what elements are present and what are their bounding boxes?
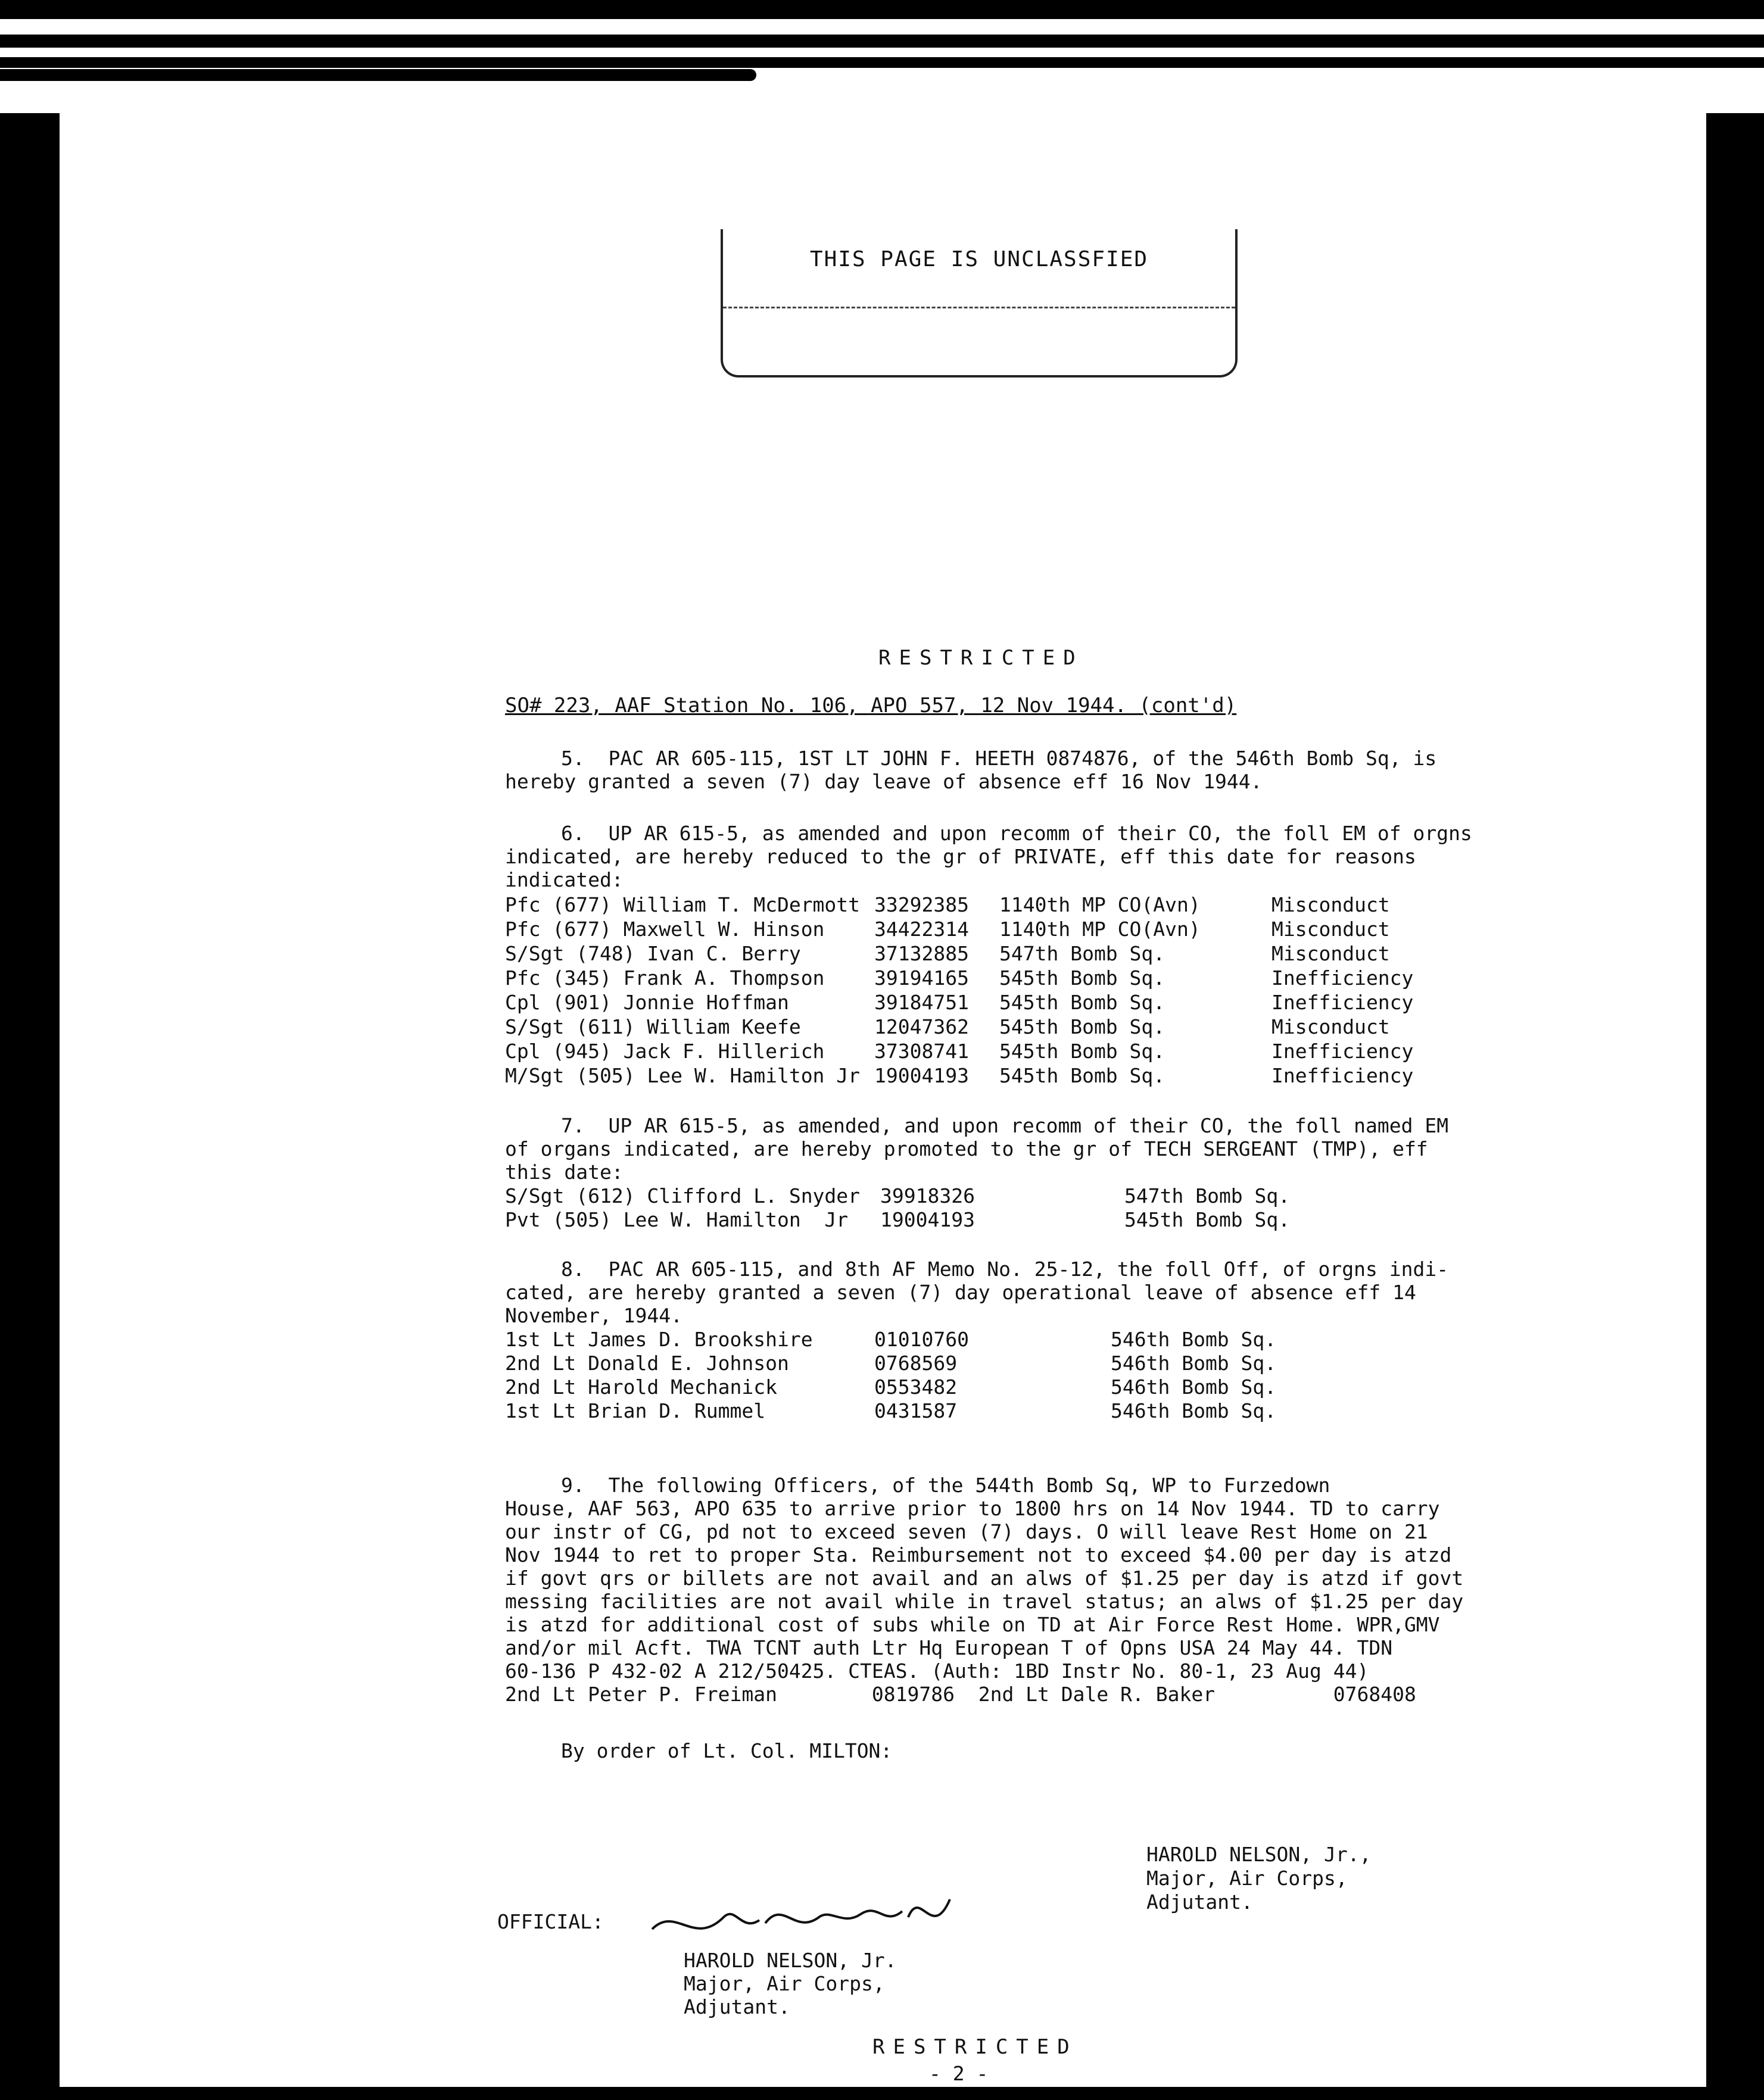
official-label: OFFICIAL: [497, 1910, 604, 1933]
para9-line3: our instr of CG, pd not to exceed seven (7) days. O will leave Rest Home on 21 [505, 1520, 1428, 1543]
classification-stamp [721, 229, 1238, 377]
restricted-footer: RESTRICTED [872, 2035, 1078, 2059]
para6-line1: 6. UP AR 615-5, as amended and upon recomm of their CO, the foll EM of orgns [561, 822, 1472, 845]
para7-serial: 39918326 [880, 1184, 975, 1207]
para6-unit: 547th Bomb Sq. [999, 942, 1165, 965]
para7-line3: this date: [505, 1160, 624, 1184]
para9-line7: is atzd for additional cost of subs while on TD at Air Force Rest Home. WPR,GMV [505, 1613, 1440, 1636]
scan-border-stripe [0, 69, 756, 81]
signature-image [640, 1876, 974, 1953]
para8-line1: 8. PAC AR 605-115, and 8th AF Memo No. 25-12, the foll Off, of orgns indi- [561, 1257, 1449, 1281]
para6-unit: 545th Bomb Sq. [999, 1040, 1165, 1063]
para6-reason: Misconduct [1271, 1015, 1390, 1038]
para6-serial: 37132885 [874, 942, 969, 965]
para8-name: 2nd Lt Donald E. Johnson [505, 1352, 789, 1375]
para8-unit: 546th Bomb Sq. [1111, 1399, 1277, 1422]
official-name: HAROLD NELSON, Jr. [684, 1949, 897, 1972]
para5-line2: hereby granted a seven (7) day leave of absence eff 16 Nov 1944. [505, 770, 1263, 793]
page-number: - 2 - [929, 2062, 989, 2085]
para8-serial: 0768569 [874, 1352, 958, 1375]
para6-serial: 19004193 [874, 1064, 969, 1087]
para6-name: S/Sgt (748) Ivan C. Berry [505, 942, 801, 965]
para8-unit: 546th Bomb Sq. [1111, 1375, 1277, 1399]
para8-name: 1st Lt James D. Brookshire [505, 1328, 813, 1351]
signer-rank: Major, Air Corps, [1146, 1867, 1348, 1890]
para6-name: Pfc (677) William T. McDermott [505, 893, 861, 916]
para9-line2: House, AAF 563, APO 635 to arrive prior to 1800 hrs on 14 Nov 1944. TD to carry [505, 1497, 1440, 1520]
para6-serial: 39184751 [874, 991, 969, 1014]
order-reference: SO# 223, AAF Station No. 106, APO 557, 12 Nov 1944. (cont'd) [505, 694, 1237, 717]
para9-line5: if govt qrs or billets are not avail and an alws of $1.25 per day is atzd if govt [505, 1567, 1464, 1590]
restricted-header: RESTRICTED [878, 646, 1084, 670]
para7-unit: 545th Bomb Sq. [1124, 1208, 1291, 1231]
para7-line2: of organs indicated, are hereby promoted to the gr of TECH SERGEANT (TMP), eff [505, 1137, 1428, 1160]
para8-line3: November, 1944. [505, 1304, 683, 1327]
para9-line6: messing facilities are not avail while in travel status; an alws of $1.25 per day [505, 1590, 1464, 1613]
scan-border-left [0, 113, 60, 2100]
para9-officers: 2nd Lt Peter P. Freiman 0819786 2nd Lt Dale R. Baker 0768408 [505, 1683, 1416, 1706]
para6-unit: 545th Bomb Sq. [999, 991, 1165, 1014]
para6-reason: Misconduct [1271, 918, 1390, 941]
para6-reason: Inefficiency [1271, 1040, 1414, 1063]
para6-name: Pfc (345) Frank A. Thompson [505, 966, 825, 990]
para6-name: Cpl (901) Jonnie Hoffman [505, 991, 789, 1014]
scan-border-right [1706, 113, 1764, 2100]
para6-name: S/Sgt (611) William Keefe [505, 1015, 801, 1038]
stamp-divider [723, 307, 1235, 308]
scan-border-top [0, 0, 1764, 19]
para6-serial: 33292385 [874, 893, 969, 916]
para6-unit: 545th Bomb Sq. [999, 1064, 1165, 1087]
signer-title: Adjutant. [1146, 1890, 1253, 1914]
para7-serial: 19004193 [880, 1208, 975, 1231]
para9-line9: 60-136 P 432-02 A 212/50425. CTEAS. (Auth: 1BD Instr No. 80-1, 23 Aug 44) [505, 1659, 1369, 1683]
official-rank: Major, Air Corps, [684, 1972, 885, 1995]
para6-serial: 34422314 [874, 918, 969, 941]
para8-name: 2nd Lt Harold Mechanick [505, 1375, 777, 1399]
classification-stamp-text: THIS PAGE IS UNCLASSFIED [809, 247, 1149, 272]
para6-unit: 545th Bomb Sq. [999, 966, 1165, 990]
scan-border-stripe [0, 35, 1764, 48]
para8-unit: 546th Bomb Sq. [1111, 1328, 1277, 1351]
para6-unit: 545th Bomb Sq. [999, 1015, 1165, 1038]
para6-name: M/Sgt (505) Lee W. Hamilton Jr [505, 1064, 861, 1087]
para8-name: 1st Lt Brian D. Rummel [505, 1399, 766, 1422]
para6-line3: indicated: [505, 868, 624, 891]
para6-unit: 1140th MP CO(Avn) [999, 893, 1201, 916]
para6-serial: 37308741 [874, 1040, 969, 1063]
para7-unit: 547th Bomb Sq. [1124, 1184, 1291, 1207]
official-title: Adjutant. [684, 1995, 790, 2018]
para5-line1: 5. PAC AR 605-115, 1ST LT JOHN F. HEETH 0874876, of the 546th Bomb Sq, is [561, 747, 1437, 770]
para7-name: Pvt (505) Lee W. Hamilton Jr [505, 1208, 849, 1231]
para6-serial: 12047362 [874, 1015, 969, 1038]
scan-border-bottom [0, 2087, 1764, 2100]
para6-reason: Misconduct [1271, 893, 1390, 916]
para9-line1: 9. The following Officers, of the 544th Bomb Sq, WP to Furzedown [561, 1474, 1330, 1497]
para7-line1: 7. UP AR 615-5, as amended, and upon recomm of their CO, the foll named EM [561, 1114, 1449, 1137]
by-order-line: By order of Lt. Col. MILTON: [561, 1739, 893, 1762]
para7-name: S/Sgt (612) Clifford L. Snyder [505, 1184, 861, 1207]
para6-name: Pfc (677) Maxwell W. Hinson [505, 918, 825, 941]
para6-reason: Inefficiency [1271, 966, 1414, 990]
para8-unit: 546th Bomb Sq. [1111, 1352, 1277, 1375]
para6-unit: 1140th MP CO(Avn) [999, 918, 1201, 941]
para8-serial: 01010760 [874, 1328, 969, 1351]
para6-reason: Inefficiency [1271, 1064, 1414, 1087]
para8-serial: 0431587 [874, 1399, 958, 1422]
signer-name: HAROLD NELSON, Jr., [1146, 1843, 1372, 1866]
para6-serial: 39194165 [874, 966, 969, 990]
para6-reason: Misconduct [1271, 942, 1390, 965]
para6-reason: Inefficiency [1271, 991, 1414, 1014]
scan-border-stripe [0, 57, 1764, 68]
para9-line8: and/or mil Acft. TWA TCNT auth Ltr Hq European T of Opns USA 24 May 44. TDN [505, 1636, 1393, 1659]
para9-line4: Nov 1944 to ret to proper Sta. Reimbursement not to exceed $4.00 per day is atzd [505, 1543, 1452, 1567]
para6-name: Cpl (945) Jack F. Hillerich [505, 1040, 825, 1063]
para8-line2: cated, are hereby granted a seven (7) day operational leave of absence eff 14 [505, 1281, 1416, 1304]
para8-serial: 0553482 [874, 1375, 958, 1399]
para6-line2: indicated, are hereby reduced to the gr of PRIVATE, eff this date for reasons [505, 845, 1416, 868]
document-page [60, 113, 1706, 2087]
